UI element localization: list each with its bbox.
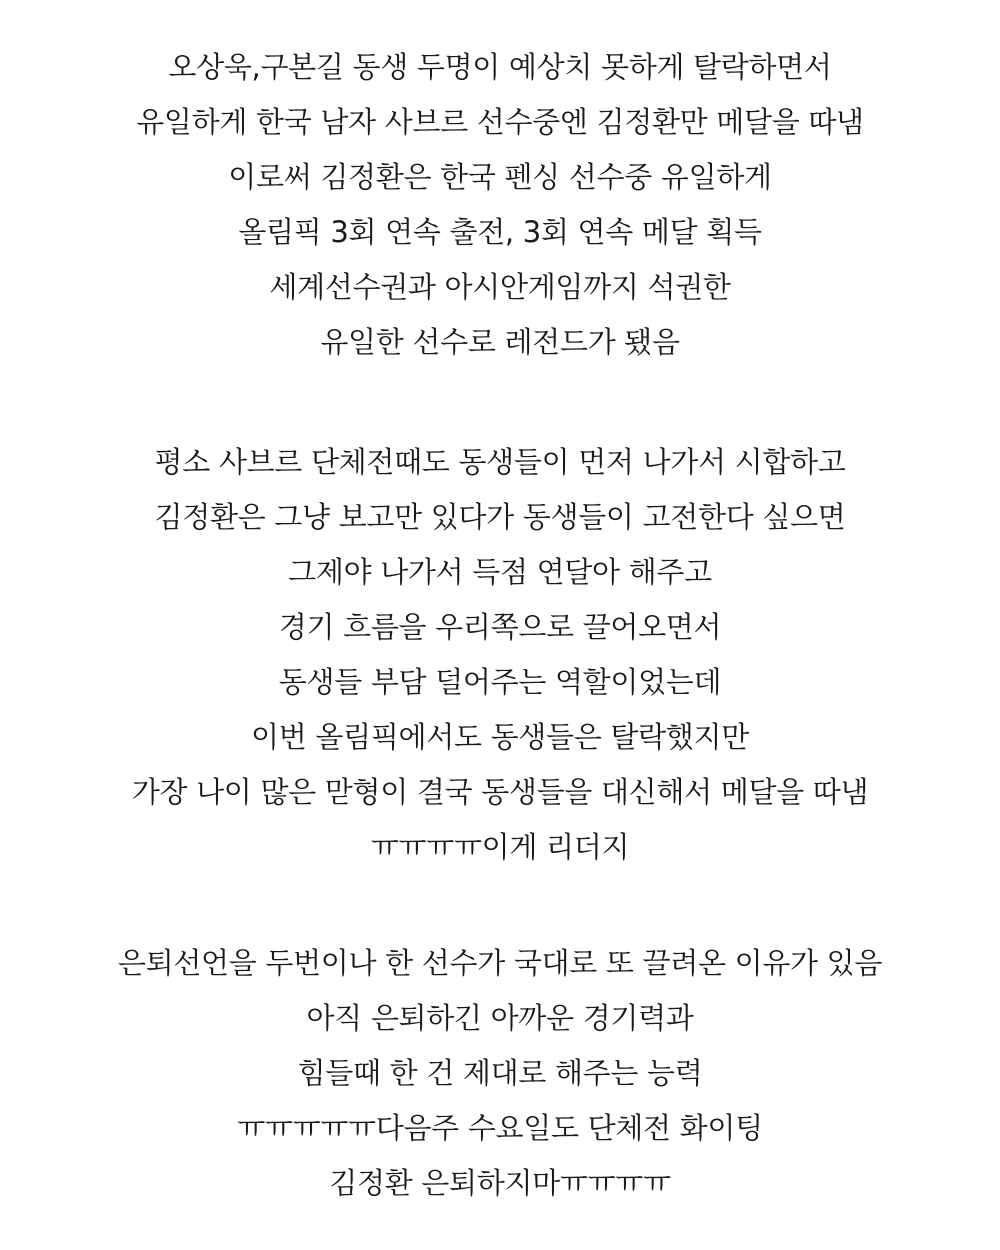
text-line: ㅠㅠㅠㅠㅠ다음주 수요일도 단체전 화이팅 [237, 1111, 763, 1145]
text-line: 유일하게 한국 남자 사브르 선수중엔 김정환만 메달을 따냄 [136, 105, 864, 139]
text-line: 오상욱,구본길 동생 두명이 예상치 못하게 탈락하면서 [168, 50, 832, 84]
paragraph-1 [0, 40, 1000, 370]
text-line: 가장 나이 많은 맏형이 결국 동생들을 대신해서 메달을 따냄 [131, 775, 869, 809]
text-line: 김정환 은퇴하지마ㅠㅠㅠㅠ [329, 1166, 671, 1200]
text-line: 올림픽 3회 연속 출전, 3회 연속 메달 획득 [238, 215, 762, 249]
text-line: 이로써 김정환은 한국 펜싱 선수중 유일하게 [228, 160, 772, 194]
text-line: 유일한 선수로 레전드가 됐음 [320, 325, 680, 359]
text-line: 힘들때 한 건 제대로 해주는 능력 [297, 1056, 703, 1090]
text-line: ㅠㅠㅠㅠ이게 리더지 [370, 830, 630, 864]
text-line: 경기 흐름을 우리쪽으로 끌어오면서 [278, 610, 722, 644]
text-line: 세계선수권과 아시안게임까지 석권한 [269, 270, 731, 304]
text-line: 아직 은퇴하긴 아까운 경기력과 [306, 1001, 694, 1035]
paragraph-2 [0, 435, 1000, 875]
paragraph-3 [0, 936, 1000, 1211]
text-line: 동생들 부담 덜어주는 역할이었는데 [278, 665, 722, 699]
text-line: 평소 사브르 단체전때도 동생들이 먼저 나가서 시합하고 [154, 445, 846, 479]
text-line: 그제야 나가서 득점 연달아 해주고 [288, 555, 712, 589]
text-line: 은퇴선언을 두번이나 한 선수가 국대로 또 끌려온 이유가 있음 [117, 946, 883, 980]
text-line: 김정환은 그냥 보고만 있다가 동생들이 고전한다 싶으면 [154, 500, 846, 534]
text-line: 이번 올림픽에서도 동생들은 탈락했지만 [251, 720, 749, 754]
